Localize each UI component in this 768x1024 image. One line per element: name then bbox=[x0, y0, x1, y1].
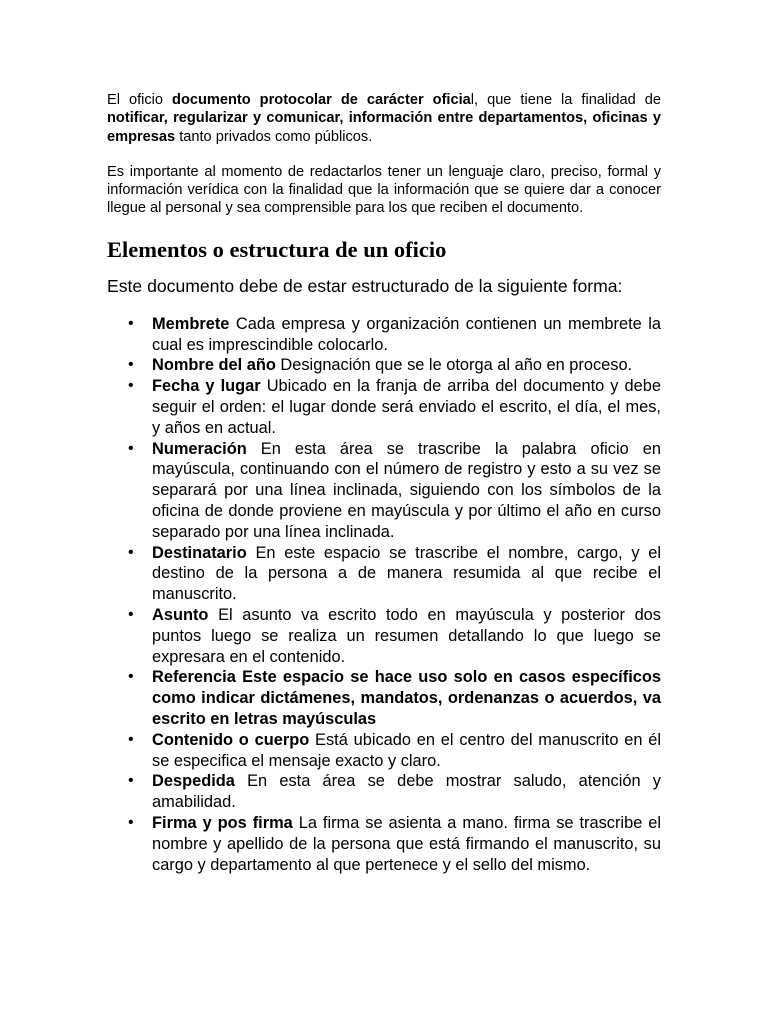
list-item bbox=[107, 730, 661, 772]
bullet-icon: • bbox=[128, 772, 134, 790]
list-item bbox=[107, 314, 661, 356]
bullet-icon: • bbox=[128, 730, 134, 748]
item-term: Firma y pos firma bbox=[152, 813, 293, 832]
item-term: Fecha y lugar bbox=[152, 377, 261, 396]
bullet-icon: • bbox=[128, 314, 134, 332]
item-text: Ubicado en la franja de arriba del documento y debe seguir el orden: el lugar donde será enviado el escrito, el día, el mes, y años en actual. bbox=[152, 377, 661, 437]
list-item bbox=[107, 376, 661, 438]
lead-paragraph: Este documento debe de estar estructurado de la siguiente forma: bbox=[107, 275, 623, 296]
item-term: Destinatario bbox=[152, 543, 247, 562]
item-text: En esta área se trascribe la palabra oficio en mayúscula, continuando con el número de registro y esto a su vez se separará por una línea inclinada, siguiendo con los símbolos de la oficina de donde proviene en mayúscula y por último el año en curso separado por una línea inclinada. bbox=[152, 439, 661, 541]
bullet-icon: • bbox=[128, 605, 134, 623]
item-text: La firma se asienta a mano. firma se trascribe el nombre y apellido de la persona que está firmando el manuscrito, su cargo y departamento al que pertenece y el sello del mismo. bbox=[152, 813, 661, 874]
item-term: Contenido o cuerpo bbox=[152, 730, 310, 749]
intro-text: tanto privados como públicos. bbox=[175, 128, 373, 145]
section-heading: Elementos o estructura de un oficio bbox=[107, 236, 447, 262]
list-item bbox=[107, 813, 661, 875]
intro-text: El oficio bbox=[107, 92, 173, 108]
bullet-icon: • bbox=[128, 813, 134, 831]
intro-bold-text: notificar, regularizar y comunicar, información entre departamentos, oficinas y empresas bbox=[107, 110, 661, 145]
list-item bbox=[107, 605, 661, 667]
item-text: Designación que se le otorga al año en proceso. bbox=[275, 356, 633, 375]
item-term: Despedida bbox=[152, 772, 235, 791]
bullet-icon: • bbox=[128, 543, 134, 561]
item-term: Numeración bbox=[152, 439, 247, 458]
item-text: Está ubicado en el centro del manuscrito en él se especifica el mensaje exacto y claro. bbox=[152, 730, 661, 770]
item-text: En este espacio se trascribe el nombre, cargo, y el destino de la persona a de manera resumida al que recibe el manuscrito. bbox=[152, 543, 661, 604]
list-item bbox=[107, 771, 661, 813]
bullet-icon: • bbox=[128, 377, 134, 395]
bullet-icon: • bbox=[128, 439, 134, 457]
document-page bbox=[107, 91, 661, 875]
intro-paragraph-2: Es importante al momento de redactarlos tener un lenguaje claro, preciso, formal y información verídica con la finalidad que la información que se quiere dar a conocer llegue al personal y sea comprensible para los que reciben el documento. bbox=[107, 163, 661, 217]
bullet-icon: • bbox=[128, 356, 134, 374]
structure-list bbox=[107, 314, 661, 876]
item-text: El asunto va escrito todo en mayúscula y posterior dos puntos luego se realiza un resumen detallando lo que luego se expresara en el contenido. bbox=[152, 605, 661, 666]
item-text: Cada empresa y organización contienen un membrete la cual es imprescindible colocarlo. bbox=[152, 314, 661, 354]
list-item bbox=[107, 439, 661, 543]
item-term: Membrete bbox=[152, 314, 230, 333]
bullet-icon: • bbox=[128, 668, 134, 686]
list-item bbox=[107, 543, 661, 605]
item-term: Asunto bbox=[152, 605, 209, 624]
item-term: Nombre del año bbox=[152, 356, 276, 375]
intro-section bbox=[107, 91, 661, 218]
intro-bold-text: documento protocolar de carácter oficia bbox=[172, 92, 471, 108]
intro-text: l, que tiene la finalidad de bbox=[470, 92, 661, 108]
list-item bbox=[107, 667, 661, 729]
item-text: En esta área se debe mostrar saludo, atención y amabilidad. bbox=[152, 772, 661, 812]
list-item bbox=[107, 355, 661, 376]
intro-paragraph-1 bbox=[107, 91, 661, 146]
item-term: Referencia Este espacio se hace uso solo en casos específicos como indicar dictámenes, mandatos, ordenanzas o acuerdos, va escrito en letras mayúsculas bbox=[152, 668, 661, 728]
